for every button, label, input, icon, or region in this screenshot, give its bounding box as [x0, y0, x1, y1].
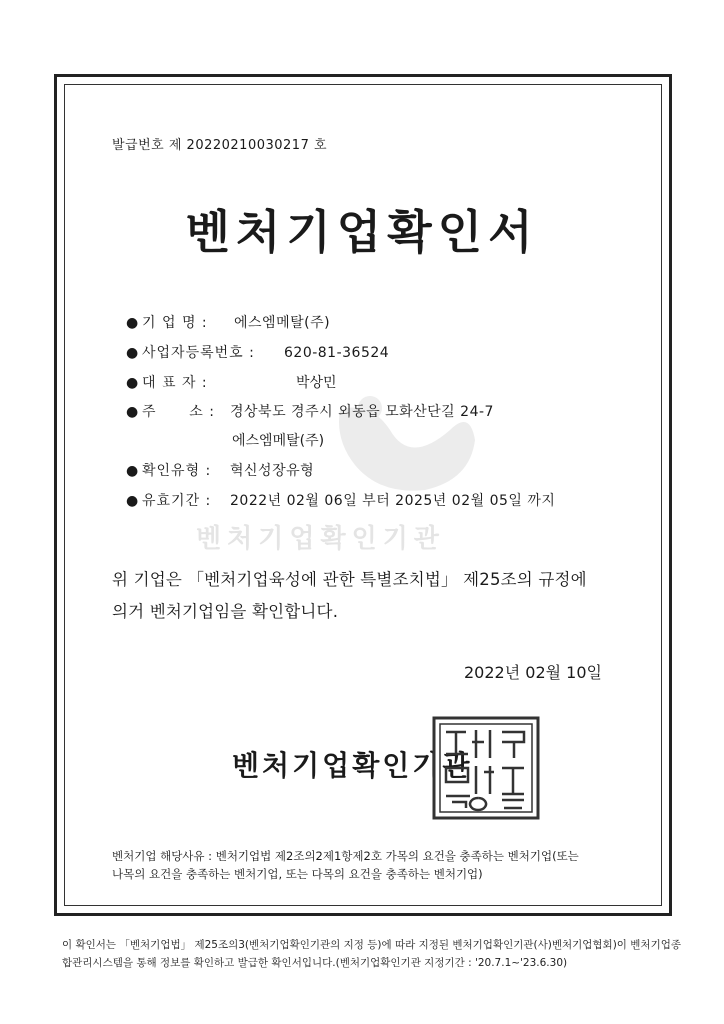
issue-date: 2022년 02월 10일	[464, 663, 602, 682]
bullet-icon: ●	[126, 493, 139, 509]
document-title: 벤처기업확인서	[185, 205, 539, 259]
field-label: 유효기간 :	[142, 493, 212, 509]
field-value: 경상북도 경주시 외동읍 모화산단길 24-7	[230, 404, 494, 420]
field-address	[126, 401, 494, 421]
statement-line-1: 위 기업은 「벤처기업육성에 관한 특별조치법」 제25조의 규정에	[112, 570, 587, 589]
field-type	[126, 460, 314, 480]
representative-value: 박상민	[296, 375, 337, 391]
field-label: 확인유형 :	[142, 463, 212, 479]
bullet-icon: ●	[126, 404, 139, 420]
footer-line-2: 합관리시스템을 통해 정보를 확인하고 발급한 확인서입니다.(벤처기업확인기관 지정기간 : '20.7.1~'23.6.30)	[62, 957, 568, 969]
field-value: 620-81-36524	[284, 345, 390, 361]
field-label: 주 소 :	[142, 404, 215, 420]
field-value: 2022년 02월 06일 부터 2025년 02월 05일 까지	[230, 493, 556, 509]
field-value: 에스엠메탈(주)	[234, 315, 331, 331]
watermark-text: 벤처기업확인기관	[196, 524, 445, 554]
field-company	[126, 312, 330, 332]
bullet-icon: ●	[126, 375, 139, 391]
footer-line-1: 이 확인서는 「벤처기업법」 제25조의3(벤처기업확인기관의 지정 등)에 따라 지정된 벤처기업확인기관(사)벤처기업협회)이 벤처기업종	[62, 939, 681, 951]
field-business-no	[126, 342, 389, 362]
field-label: 기 업 명 :	[142, 315, 208, 331]
reason-line-2: 나목의 요건을 충족하는 벤처기업, 또는 다목의 요건을 충족하는 벤처기업)	[112, 867, 483, 881]
field-value: 혁신성장유형	[230, 463, 315, 479]
bullet-icon: ●	[126, 345, 139, 361]
issue-number: 발급번호 제 20220210030217 호	[112, 138, 328, 153]
reason-line-1: 벤처기업 해당사유 : 벤처기업법 제2조의2제1항제2호 가목의 요건을 충족하는 벤처기업(또는	[112, 849, 579, 863]
field-label: 대 표 자 :	[142, 375, 208, 391]
bullet-icon: ●	[126, 463, 139, 479]
bullet-icon: ●	[126, 315, 139, 331]
statement-line-2: 의거 벤처기업임을 확인합니다.	[112, 602, 339, 621]
field-label: 사업자등록번호 :	[142, 345, 255, 361]
field-validity	[126, 490, 555, 510]
issuer-name: 벤처기업확인기관	[232, 749, 473, 782]
address-line-2: 에스엠메탈(주)	[232, 433, 325, 449]
field-representative	[126, 372, 288, 392]
official-seal-icon	[432, 716, 540, 820]
